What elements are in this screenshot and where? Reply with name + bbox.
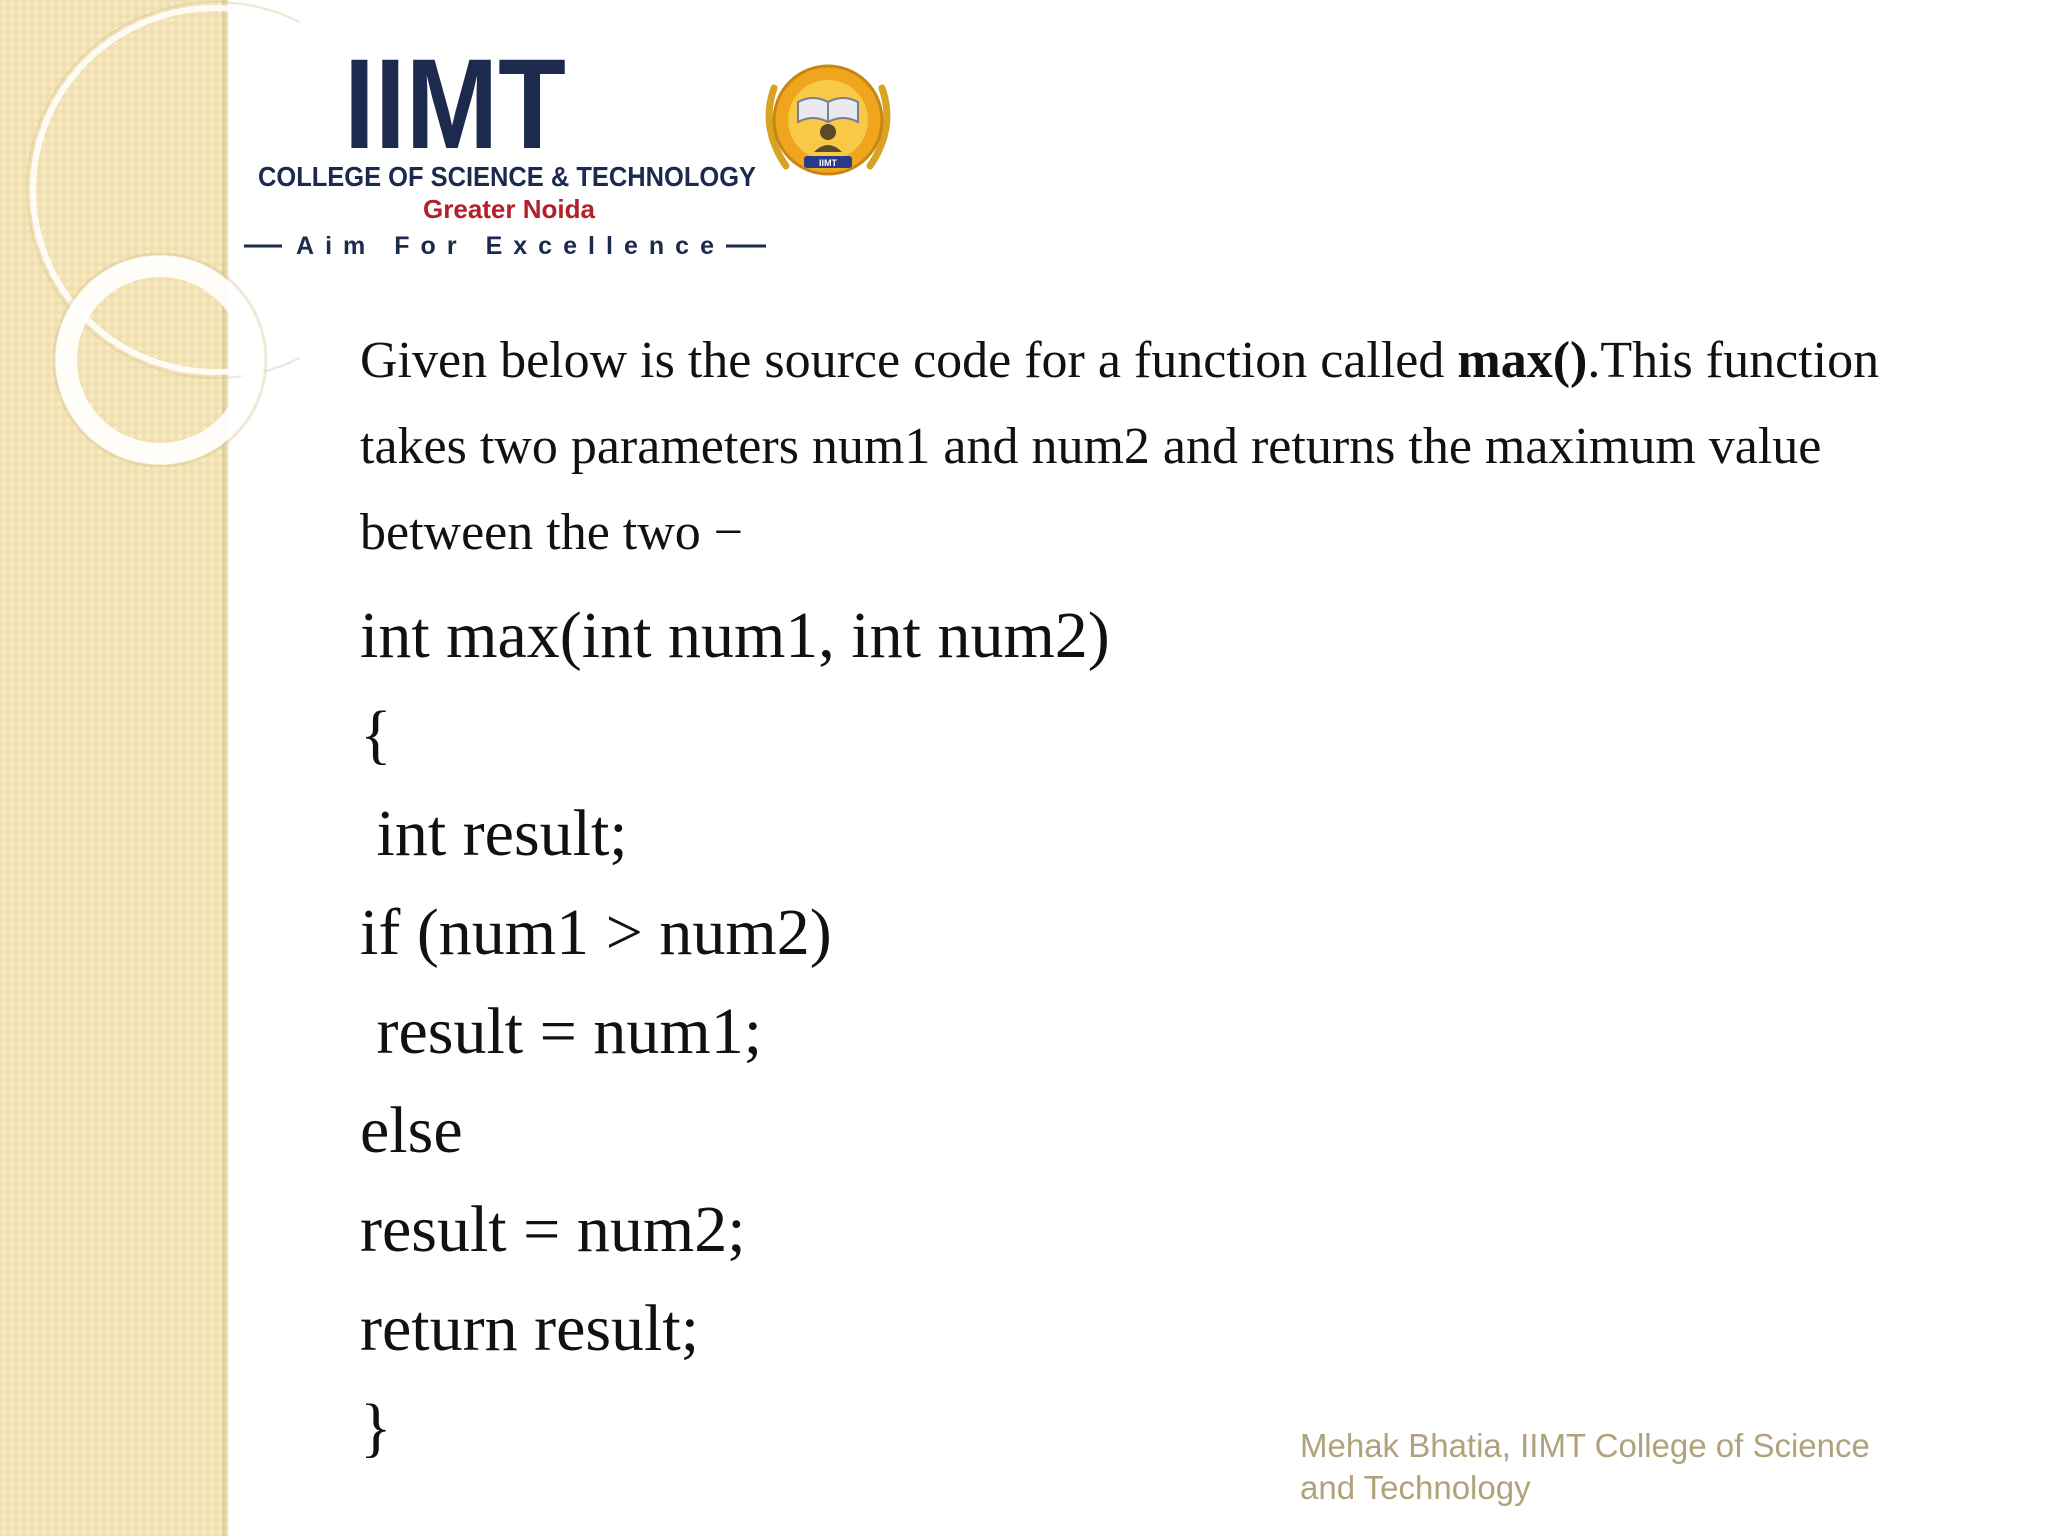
slide-content <box>360 318 1920 1477</box>
code-block <box>360 586 1920 1477</box>
intro-text-start: Given below is the source code for a function called <box>360 332 1458 389</box>
college-emblem <box>752 48 904 188</box>
college-logo <box>238 40 798 270</box>
logo-tagline: Aim For Excellence <box>296 232 714 260</box>
code-line: else <box>360 1094 463 1167</box>
code-line: int result; <box>360 797 628 870</box>
intro-paragraph <box>360 318 1920 576</box>
code-line: { <box>360 698 392 771</box>
logo-location: Greater Noida <box>423 194 595 224</box>
footer-line-2: and Technology <box>1300 1469 1531 1506</box>
slide-footer <box>1300 1425 1940 1509</box>
intro-function-name: max() <box>1457 332 1588 389</box>
intro-text-end: .This function takes two parameters num1 and num2 and returns the maximum value between the two − <box>360 332 1880 561</box>
emblem-label: IIMT <box>819 158 837 168</box>
code-line: result = num1; <box>360 995 763 1068</box>
code-line: int max(int num1, int num2) <box>360 599 1110 672</box>
code-line: return result; <box>360 1292 700 1365</box>
logo-college-name: COLLEGE OF SCIENCE & TECHNOLOGY <box>258 161 757 192</box>
code-line: result = num2; <box>360 1193 746 1266</box>
logo-wordmark: IIMT <box>344 40 566 176</box>
code-line: } <box>360 1391 392 1464</box>
code-line: if (num1 > num2) <box>360 896 832 969</box>
footer-line-1: Mehak Bhatia, IIMT College of Science <box>1300 1427 1870 1464</box>
